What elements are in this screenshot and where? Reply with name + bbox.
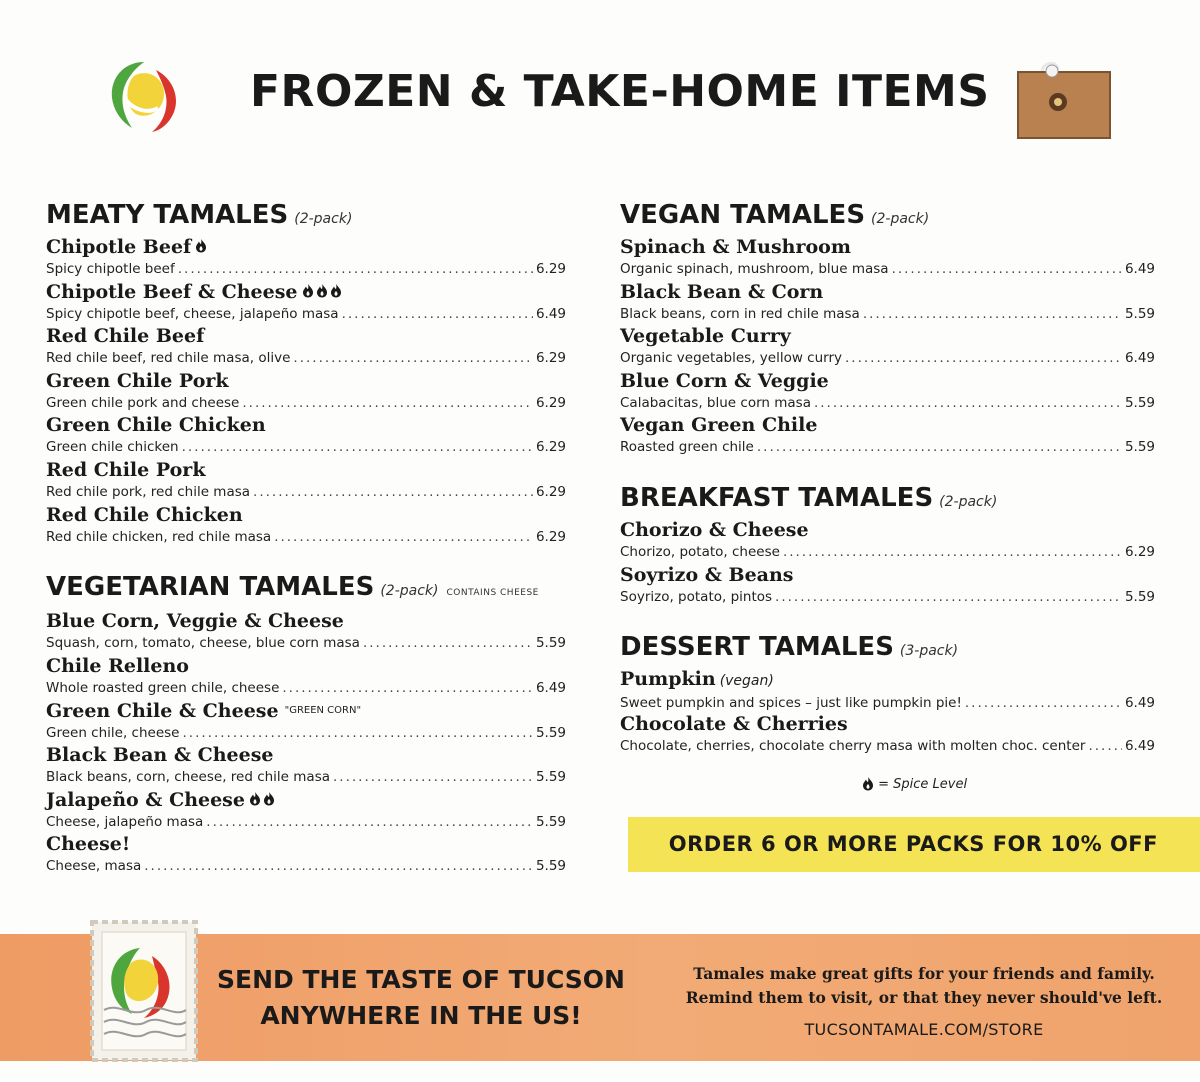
flame-icon bbox=[264, 792, 274, 806]
spice-legend bbox=[862, 776, 967, 792]
item-name: Soyrizo & Beans bbox=[620, 563, 794, 586]
dot-leader bbox=[814, 393, 1122, 413]
item-description: Calabacitas, blue corn masa bbox=[620, 394, 811, 411]
shopping-bag-icon bbox=[1012, 58, 1116, 142]
menu-item bbox=[46, 370, 566, 415]
menu-item bbox=[46, 459, 566, 504]
menu-item bbox=[46, 504, 566, 549]
item-description: Red chile pork, red chile masa bbox=[46, 483, 251, 500]
item-price: 5.59 bbox=[535, 725, 566, 742]
item-price: 5.59 bbox=[1124, 588, 1155, 605]
menu-item bbox=[46, 325, 566, 370]
item-name: Chorizo & Cheese bbox=[620, 518, 809, 541]
item-description: Green chile, cheese bbox=[46, 725, 180, 742]
item-price: 6.29 bbox=[1124, 543, 1155, 560]
section-title: VEGAN TAMALES bbox=[620, 200, 866, 230]
section-breakfast-tamales bbox=[620, 481, 1155, 608]
item-name: Pumpkin bbox=[620, 668, 716, 691]
item-name: Blue Corn & Veggie bbox=[620, 369, 829, 392]
item-name: Blue Corn, Veggie & Cheese bbox=[46, 610, 344, 633]
item-description: Roasted green chile bbox=[620, 439, 754, 456]
item-price: 5.59 bbox=[535, 635, 566, 652]
item-description: Black beans, corn, cheese, red chile masa bbox=[46, 768, 331, 785]
item-price: 6.49 bbox=[535, 305, 566, 322]
spice-level bbox=[194, 236, 208, 259]
menu-item bbox=[46, 281, 566, 326]
footer-copy-line: Tamales make great gifts for your friends and family. bbox=[693, 964, 1155, 983]
item-description: Black beans, corn in red chile masa bbox=[620, 305, 860, 322]
menu-item bbox=[620, 281, 1155, 326]
dot-leader bbox=[293, 348, 533, 368]
section-pack-note: (2-pack) bbox=[294, 211, 353, 227]
item-description: Red chile beef, red chile masa, olive bbox=[46, 350, 291, 367]
flame-icon bbox=[317, 284, 327, 298]
menu-item bbox=[620, 414, 1155, 459]
footer-copy-line: Remind them to visit, or that they never should've left. bbox=[685, 988, 1163, 1007]
dot-leader bbox=[242, 393, 533, 413]
section-title: MEATY TAMALES bbox=[46, 200, 289, 230]
menu-item bbox=[620, 564, 1155, 609]
item-name: Chocolate & Cherries bbox=[620, 712, 848, 735]
menu-item bbox=[46, 414, 566, 459]
item-name: Green Chile Chicken bbox=[46, 414, 266, 437]
discount-text: ORDER 6 OR MORE PACKS FOR 10% OFF bbox=[668, 832, 1158, 856]
flame-icon bbox=[303, 284, 313, 298]
section-pack-note: (3-pack) bbox=[899, 643, 959, 660]
menu-item bbox=[46, 833, 566, 878]
item-name: Red Chile Beef bbox=[46, 325, 205, 348]
store-link[interactable]: TUCSONTAMALE.COM/STORE bbox=[804, 1020, 1044, 1039]
item-description: Green chile pork and cheese bbox=[46, 394, 240, 411]
dot-leader bbox=[965, 693, 1122, 713]
dot-leader bbox=[206, 812, 533, 832]
item-price: 6.29 bbox=[535, 394, 566, 411]
item-price: 6.29 bbox=[535, 350, 566, 367]
item-description: Organic vegetables, yellow curry bbox=[620, 350, 842, 367]
menu-item bbox=[620, 668, 1155, 713]
item-name: Green Chile Pork bbox=[46, 369, 229, 392]
section-vegan-tamales bbox=[620, 198, 1155, 459]
item-name: Cheese! bbox=[46, 833, 131, 856]
menu-item bbox=[46, 789, 566, 834]
menu-header bbox=[0, 0, 1200, 170]
menu-item bbox=[620, 370, 1155, 415]
menu-item bbox=[46, 744, 566, 789]
left-column bbox=[46, 198, 566, 900]
item-price: 5.59 bbox=[1124, 305, 1155, 322]
item-name: Jalapeño & Cheese bbox=[46, 788, 245, 811]
footer-title-line: SEND THE TASTE OF TUCSON bbox=[217, 965, 625, 994]
dot-leader bbox=[182, 723, 532, 743]
menu-item bbox=[46, 236, 566, 281]
footer-copy bbox=[666, 962, 1182, 1010]
dot-leader bbox=[863, 304, 1122, 324]
item-price: 5.59 bbox=[1124, 394, 1155, 411]
item-price: 6.49 bbox=[1124, 350, 1155, 367]
dot-leader bbox=[178, 259, 533, 279]
menu-item bbox=[620, 325, 1155, 370]
item-name: Spinach & Mushroom bbox=[620, 236, 851, 258]
item-note: "GREEN CORN" bbox=[284, 705, 362, 717]
item-name: Green Chile & Cheese bbox=[46, 700, 279, 723]
item-name: Black Bean & Corn bbox=[620, 280, 824, 303]
section-title: BREAKFAST TAMALES bbox=[620, 482, 934, 513]
item-price: 6.29 bbox=[535, 439, 566, 456]
dot-leader bbox=[845, 348, 1122, 368]
item-price: 6.49 bbox=[1124, 261, 1155, 277]
dot-leader bbox=[253, 482, 533, 502]
item-description: Whole roasted green chile, cheese bbox=[46, 679, 280, 696]
page-title: FROZEN & TAKE-HOME ITEMS bbox=[250, 66, 990, 117]
item-name: Black Bean & Cheese bbox=[46, 743, 274, 766]
flame-icon bbox=[331, 284, 341, 298]
dot-leader bbox=[363, 633, 533, 653]
item-name: Vegan Green Chile bbox=[620, 414, 818, 437]
item-description: Chocolate, cherries, chocolate cherry masa with molten choc. center bbox=[620, 737, 1086, 754]
spice-level bbox=[248, 789, 276, 812]
item-description: Chorizo, potato, cheese bbox=[620, 543, 780, 560]
item-name: Red Chile Pork bbox=[46, 458, 206, 481]
postage-stamp-icon bbox=[88, 918, 200, 1064]
menu-item bbox=[620, 236, 1155, 281]
section-pack-note: (2-pack) bbox=[380, 583, 439, 600]
footer-title bbox=[216, 962, 626, 1034]
menu-item bbox=[620, 713, 1155, 758]
dot-leader bbox=[783, 542, 1122, 562]
item-name: Vegetable Curry bbox=[620, 325, 791, 348]
menu-item bbox=[46, 610, 566, 655]
item-price: 6.49 bbox=[1124, 737, 1155, 754]
discount-banner bbox=[628, 817, 1200, 872]
item-tag: (vegan) bbox=[719, 673, 774, 690]
item-name: Chile Relleno bbox=[46, 654, 189, 677]
flame-icon bbox=[862, 776, 874, 791]
item-price: 6.49 bbox=[535, 679, 566, 696]
item-price: 5.59 bbox=[535, 813, 566, 830]
section-meaty-tamales bbox=[46, 198, 566, 548]
footer-title-line: ANYWHERE IN THE US! bbox=[260, 1001, 582, 1030]
item-name: Red Chile Chicken bbox=[46, 503, 243, 526]
item-description: Sweet pumpkin and spices – just like pumpkin pie! bbox=[620, 695, 962, 712]
item-name: Chipotle Beef bbox=[46, 236, 192, 258]
dot-leader bbox=[333, 767, 533, 787]
item-description: Spicy chipotle beef bbox=[46, 261, 175, 277]
spice-legend-text: = Spice Level bbox=[878, 777, 968, 792]
tucson-tamale-logo-icon bbox=[104, 56, 190, 136]
section-vegetarian-tamales bbox=[46, 570, 566, 878]
dot-leader bbox=[775, 587, 1122, 607]
dot-leader bbox=[757, 437, 1122, 457]
item-price: 5.59 bbox=[535, 768, 566, 785]
item-price: 6.29 bbox=[535, 483, 566, 500]
dot-leader bbox=[342, 304, 533, 324]
right-column bbox=[620, 198, 1155, 779]
dot-leader bbox=[282, 678, 533, 698]
section-dessert-tamales bbox=[620, 630, 1155, 757]
dot-leader bbox=[182, 437, 533, 457]
spice-level bbox=[301, 281, 343, 304]
section-title: DESSERT TAMALES bbox=[620, 632, 894, 663]
item-price: 6.29 bbox=[535, 261, 566, 277]
item-price: 5.59 bbox=[535, 858, 566, 875]
item-price: 5.59 bbox=[1124, 439, 1155, 456]
item-description: Squash, corn, tomato, cheese, blue corn masa bbox=[46, 635, 360, 652]
item-price: 6.29 bbox=[535, 528, 566, 545]
dot-leader bbox=[1088, 736, 1121, 756]
flame-icon bbox=[196, 239, 206, 253]
item-description: Green chile chicken bbox=[46, 439, 179, 456]
item-name: Chipotle Beef & Cheese bbox=[46, 280, 298, 303]
section-pack-note: (2-pack) bbox=[939, 493, 998, 510]
dot-leader bbox=[892, 259, 1122, 279]
menu-item bbox=[620, 519, 1155, 564]
section-pack-note: (2-pack) bbox=[871, 211, 930, 227]
item-description: Soyrizo, potato, pintos bbox=[620, 588, 773, 605]
item-description: Cheese, jalapeño masa bbox=[46, 813, 204, 830]
section-title: VEGETARIAN TAMALES bbox=[46, 572, 375, 603]
item-description: Spicy chipotle beef, cheese, jalapeño masa bbox=[46, 305, 339, 322]
item-description: Cheese, masa bbox=[46, 858, 142, 875]
menu-item bbox=[46, 655, 566, 700]
dot-leader bbox=[144, 856, 533, 876]
item-price: 6.49 bbox=[1124, 695, 1155, 712]
dot-leader bbox=[274, 527, 533, 547]
menu-item bbox=[46, 699, 566, 744]
contains-cheese-note: CONTAINS CHEESE bbox=[446, 588, 539, 599]
item-description: Organic spinach, mushroom, blue masa bbox=[620, 261, 889, 277]
item-description: Red chile chicken, red chile masa bbox=[46, 528, 272, 545]
flame-icon bbox=[250, 792, 260, 806]
